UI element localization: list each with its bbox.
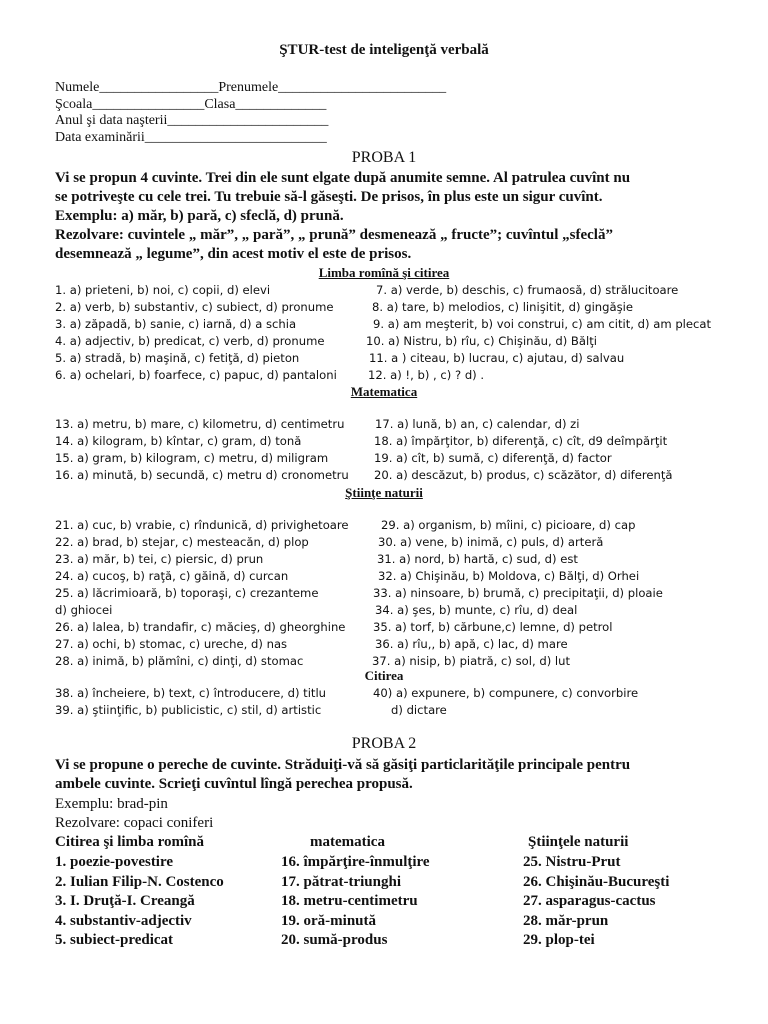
proba2-example: Exemplu: brad-pin: [55, 796, 168, 812]
col-header-stiinte: Ştiinţele naturii: [528, 834, 629, 850]
proba2-heading: PROBA 2: [351, 735, 417, 752]
pair-item: 20. sumă-produs: [281, 932, 388, 948]
pair-item: 19. oră-minută: [281, 912, 376, 929]
section-limba: Limba romînă şi citirea: [318, 265, 450, 280]
question-item: 37. a) nisip, b) piatră, c) sol, d) lut: [372, 654, 571, 668]
question-item: 8. a) tare, b) melodios, c) linişitit, d) gingăşie: [372, 300, 634, 314]
pair-item: 5. subiect-predicat: [55, 932, 174, 948]
question-item: 24. a) cucoş, b) raţă, c) găină, d) curcan: [55, 569, 289, 583]
section-matematica: Matematica: [350, 384, 418, 399]
proba2-col2: [281, 853, 430, 951]
question-item: 22. a) brad, b) stejar, c) mesteacăn, d) plop: [55, 535, 309, 549]
question-item: 20. a) descăzut, b) produs, c) scăzător, d) diferenţă: [374, 468, 673, 482]
question-item: 28. a) inimă, b) plămîni, c) dinţi, d) stomac: [55, 654, 304, 668]
question-item: 38. a) încheiere, b) text, c) întroducere, d) titlu: [55, 686, 327, 700]
question-item: 21. a) cuc, b) vrabie, c) rîndunică, d) privighetoare: [55, 518, 349, 532]
pair-item: 17. pătrat-triunghi: [281, 873, 401, 890]
pair-item: 27. asparagus-cactus: [523, 893, 656, 909]
pair-item: 28. măr-prun: [523, 912, 609, 929]
citirea-left-column: [55, 685, 326, 719]
name-field-line: Numele_________________Prenumele________________________: [55, 80, 447, 95]
proba2-solution: Rezolvare: copaci coniferi: [55, 815, 214, 831]
question-item: 25. a) lăcrimioară, b) toporaşi, c) crezanteme: [55, 586, 319, 600]
question-item: 14. a) kilogram, b) kîntar, c) gram, d) tonă: [55, 434, 302, 448]
instruction-line: ambele cuvinte. Scrieţi cuvîntul lîngă perechea propusă.: [55, 776, 413, 792]
limba-left-column: [55, 282, 337, 384]
birthdate-field-line: Anul şi data naşterii_______________________: [55, 113, 329, 128]
question-item: d) dictare: [391, 703, 447, 717]
question-item: 17. a) lună, b) an, c) calendar, d) zi: [375, 417, 580, 431]
question-item: 9. a) am meşterit, b) voi construi, c) am citit, d) am plecat: [373, 317, 712, 331]
question-item: 31. a) nord, b) hartă, c) sud, d) est: [377, 552, 578, 566]
proba1-instructions: [55, 169, 630, 264]
pair-item: 25. Nistru-Prut: [523, 854, 621, 870]
pair-item: 16. împărţire-înmulţire: [281, 854, 430, 870]
question-item: 35. a) torf, b) cărbune,c) lemne, d) petrol: [373, 620, 613, 634]
pair-item: 18. metru-centimetru: [281, 893, 418, 909]
question-item: 27. a) ochi, b) stomac, c) ureche, d) nas: [55, 637, 288, 651]
col-header-citirea: Citirea şi limba romînă: [55, 834, 205, 850]
pair-item: 2. Iulian Filip-N. Costenco: [55, 873, 224, 890]
question-item: 10. a) Nistru, b) rîu, c) Chişinău, d) Bălţi: [366, 334, 597, 348]
question-item: 2. a) verb, b) substantiv, c) subiect, d) pronume: [55, 300, 334, 314]
instruction-line: Vi se propune o pereche de cuvinte. Străduiţi-vă să găsiţi particlarităţile principale pentru: [55, 757, 631, 773]
question-item: 13. a) metru, b) mare, c) kilometru, d) centimetru: [55, 417, 345, 431]
page-title: ŞTUR-test de inteligenţă verbală: [279, 42, 489, 58]
solution-line: Rezolvare: cuvintele „ măr”, „ pară”, „ prună” desmenează „ fructe”; cuvîntul „sfeclă”: [55, 227, 613, 243]
question-item: 19. a) cît, b) sumă, c) diferenţă, d) factor: [374, 451, 612, 465]
question-item: 6. a) ochelari, b) foarfece, c) papuc, d) pantaloni: [55, 368, 337, 382]
col-header-matematica: matematica: [310, 834, 385, 850]
question-item: 36. a) rîu,, b) apă, c) lac, d) mare: [375, 637, 568, 651]
pair-item: 29. plop-tei: [523, 932, 595, 948]
citirea-right-column: [373, 685, 638, 719]
question-item: 29. a) organism, b) mîini, c) picioare, d) cap: [381, 518, 636, 532]
question-item: 4. a) adjectiv, b) predicat, c) verb, d) pronume: [55, 334, 325, 348]
question-item: 33. a) ninsoare, b) brumă, c) precipitaţii, d) ploaie: [373, 586, 663, 600]
question-item: 30. a) vene, b) inimă, c) puls, d) arteră: [378, 535, 604, 549]
school-field-line: Şcoala________________Clasa_____________: [55, 96, 327, 112]
question-item: 18. a) împărţitor, b) diferenţă, c) cît, d9 deîmpărţit: [374, 434, 668, 448]
pair-item: 26. Chişinău-Bucureşti: [523, 873, 670, 890]
question-item: 1. a) prieteni, b) noi, c) copii, d) elevi: [55, 283, 271, 297]
proba2-instructions: [55, 756, 630, 794]
question-item: 26. a) lalea, b) trandafir, c) măcieş, d) gheorghine: [55, 620, 346, 634]
question-item: 23. a) măr, b) tei, c) piersic, d) prun: [55, 552, 264, 566]
question-item: 34. a) şes, b) munte, c) rîu, d) deal: [375, 603, 578, 617]
question-item: 11. a ) citeau, b) lucrau, c) ajutau, d) salvau: [369, 351, 625, 365]
question-item: 7. a) verde, b) deschis, c) frumaosă, d) strălucitoare: [376, 283, 679, 297]
section-stiinte: Ştiinţe naturii: [345, 485, 423, 500]
question-item: 39. a) ştiinţific, b) publicistic, c) stil, d) artistic: [55, 703, 322, 717]
question-item: 15. a) gram, b) kilogram, c) metru, d) miligram: [55, 451, 329, 465]
instruction-line: se potriveşte cu cele trei. Tu trebuie să-l găseşti. De prisos, în plus este un sigur cuvînt.: [55, 189, 603, 205]
exam-date-field-line: Data examinării__________________________: [55, 129, 327, 145]
question-item: 5. a) stradă, b) maşină, c) fetiţă, d) pieton: [55, 351, 300, 365]
section-citirea: Citirea: [364, 668, 404, 683]
stiinte-right-column: [372, 517, 663, 670]
example-line: Exemplu: a) măr, b) pară, c) sfeclă, d) prună.: [55, 208, 344, 224]
stiinte-left-column: [55, 517, 349, 670]
proba2-col1: [55, 853, 224, 951]
pair-item: 4. substantiv-adjectiv: [55, 912, 192, 929]
question-item: 12. a) !, b) , c) ? d) .: [368, 368, 485, 382]
proba2-col3: [523, 853, 669, 951]
question-item: 16. a) minută, b) secundă, c) metru d) cronometru: [55, 468, 349, 482]
instruction-line: Vi se propun 4 cuvinte. Trei din ele sunt elgate după anumite semne. Al patrulea cuvînt nu: [55, 170, 631, 186]
pair-item: 1. poezie-povestire: [55, 854, 174, 870]
question-item: 3. a) zăpadă, b) sanie, c) iarnă, d) a schia: [55, 317, 297, 331]
question-item: d) ghiocei: [55, 603, 113, 617]
mate-right-column: [371, 416, 673, 484]
question-item: 32. a) Chişinău, b) Moldova, c) Bălţi, d) Orhei: [378, 569, 640, 583]
limba-right-column: [366, 282, 712, 384]
solution-line: desemnează „ legume”, din acest motiv el este de prisos.: [55, 246, 412, 262]
mate-left-column: [55, 416, 349, 484]
question-item: 40) a) expunere, b) compunere, c) convorbire: [373, 686, 639, 700]
pair-item: 3. I. Druţă-I. Creangă: [55, 893, 195, 909]
form-fields: [55, 80, 446, 146]
proba1-heading: PROBA 1: [351, 149, 417, 166]
